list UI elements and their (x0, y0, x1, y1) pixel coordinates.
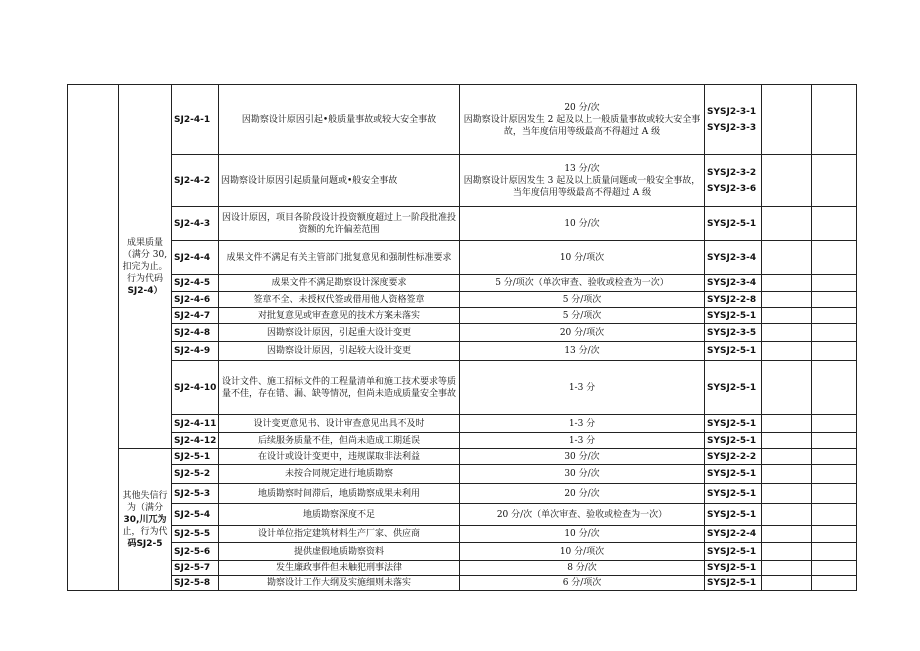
reference-code: SYSJ2-3-2 (707, 167, 757, 178)
blank-cell (812, 415, 857, 433)
reference-code-cell (705, 155, 762, 207)
behavior-description: 因设计原因，项目各阶段设计投资额度超过上一阶段批准投资额的允许偏差范围 (219, 207, 460, 241)
score-value: 10 分/项次 (460, 241, 705, 275)
blank-cell (762, 292, 812, 308)
score-value: 20 分/次 (564, 102, 600, 113)
behavior-code: SJ2-4-1 (172, 85, 219, 155)
behavior-description: 签章不全、未授权代签或借用他人资格签章 (219, 292, 460, 308)
table-row (68, 504, 857, 526)
table-row (68, 561, 857, 576)
category-line: 止，行为代 (122, 526, 168, 537)
table-row (68, 241, 857, 275)
behavior-description: 设计变更意见书、设计审查意见出具不及时 (219, 415, 460, 433)
blank-cell (762, 449, 812, 465)
category-line: （满分 30, (122, 249, 168, 260)
category-line: SJ2-4） (127, 285, 163, 296)
blank-cell (812, 275, 857, 292)
behavior-code: SJ2-5-3 (172, 484, 219, 504)
score-value: 1-3 分 (460, 361, 705, 415)
blank-cell (762, 324, 812, 342)
behavior-description: 设计文件、施工招标文件的工程量清单和施工技术要求等质量不佳，存在错、漏、缺等情况，但尚未造成质量安全事故 (219, 361, 460, 415)
reference-code: SYSJ2-3-1 (707, 106, 757, 117)
category-line: 码SJ2-5 (127, 538, 163, 549)
behavior-code: SJ2-4-3 (172, 207, 219, 241)
blank-cell (762, 576, 812, 591)
blank-cell (812, 292, 857, 308)
table-row (68, 576, 857, 591)
reference-code: SYSJ2-5-1 (705, 308, 762, 324)
table-row (68, 85, 857, 155)
reference-code: SYSJ2-3-4 (705, 275, 762, 292)
score-value: 1-3 分 (460, 433, 705, 449)
behavior-description: 地质勘察时间滞后，地质勘察成果未利用 (219, 484, 460, 504)
reference-code: SYSJ2-2-2 (705, 449, 762, 465)
blank-cell (812, 361, 857, 415)
category-line: 行为代码 (126, 273, 163, 284)
score-value: 1-3 分 (460, 415, 705, 433)
blank-cell (762, 484, 812, 504)
table-row (68, 433, 857, 449)
score-value: 30 分/次 (460, 465, 705, 484)
category-line: 其他失信行 (122, 490, 168, 501)
blank-cell (762, 543, 812, 561)
behavior-code: SJ2-4-5 (172, 275, 219, 292)
reference-code: SYSJ2-3-3 (707, 122, 757, 133)
table-row (68, 484, 857, 504)
behavior-description: 因勘察设计原因，引起较大设计变更 (219, 342, 460, 361)
reference-code: SYSJ2-5-1 (705, 415, 762, 433)
reference-code: SYSJ2-3-4 (705, 241, 762, 275)
blank-cell (812, 308, 857, 324)
blank-cell (762, 308, 812, 324)
blank-cell (762, 342, 812, 361)
score-value: 5 分/项次 (460, 292, 705, 308)
blank-cell (812, 155, 857, 207)
blank-cell (762, 241, 812, 275)
reference-code: SYSJ2-5-1 (705, 484, 762, 504)
blank-cell (812, 207, 857, 241)
score-value: 5 分/项次（单次审查、验收或检查为一次） (460, 275, 705, 292)
blank-cell (762, 207, 812, 241)
blank-cell (812, 433, 857, 449)
blank-cell (812, 543, 857, 561)
score-value: 5 分/项次 (460, 308, 705, 324)
blank-cell (762, 465, 812, 484)
blank-cell (812, 561, 857, 576)
behavior-description: 因勘察设计原因引起•般质量事故或较大安全事故 (219, 85, 460, 155)
behavior-code: SJ2-5-4 (172, 504, 219, 526)
score-value: 20 分/项次 (460, 324, 705, 342)
behavior-description: 因勘察设计原因引起质量问题或•般安全事故 (219, 155, 460, 207)
behavior-description: 成果文件不满足有关主管部门批复意见和强制性标准要求 (219, 241, 460, 275)
reference-code: SYSJ2-5-1 (705, 433, 762, 449)
reference-code: SYSJ2-3-6 (707, 183, 757, 194)
score-cell (460, 85, 705, 155)
table-row (68, 155, 857, 207)
blank-cell (762, 275, 812, 292)
score-value: 10 分/次 (460, 207, 705, 241)
blank-cell (812, 465, 857, 484)
score-value: 30 分/次 (460, 449, 705, 465)
blank-cell (762, 504, 812, 526)
behavior-code: SJ2-4-10 (172, 361, 219, 415)
category-quality-cell (119, 85, 172, 449)
behavior-description: 勘察设计工作大纲及实施细则未落实 (219, 576, 460, 591)
blank-cell (812, 85, 857, 155)
category-line: 为（满分 (126, 502, 163, 513)
category-line: 成果质量 (126, 237, 163, 248)
behavior-description: 后续服务质量不佳，但尚未造成工期延误 (219, 433, 460, 449)
blank-cell (762, 361, 812, 415)
table-row (68, 449, 857, 465)
evaluation-table (67, 84, 857, 591)
score-cell (460, 155, 705, 207)
behavior-code: SJ2-4-9 (172, 342, 219, 361)
reference-code-cell (705, 85, 762, 155)
table-row (68, 324, 857, 342)
behavior-description: 设计单位指定建筑材料生产厂家、供应商 (219, 526, 460, 543)
table-row (68, 543, 857, 561)
table-row (68, 526, 857, 543)
blank-cell (762, 526, 812, 543)
score-note: 因勘察设计原因发生 2 起及以上一般质量事故或较大安全事故，当年度信用等级最高不得超过 A 级 (463, 114, 701, 137)
category-line: 30,川兀为 (123, 514, 167, 525)
blank-cell (762, 415, 812, 433)
behavior-code: SJ2-5-6 (172, 543, 219, 561)
blank-first-column (68, 85, 119, 591)
blank-cell (812, 241, 857, 275)
blank-cell (812, 504, 857, 526)
behavior-code: SJ2-5-1 (172, 449, 219, 465)
reference-code: SYSJ2-5-1 (705, 361, 762, 415)
blank-cell (812, 484, 857, 504)
blank-cell (812, 526, 857, 543)
reference-code: SYSJ2-5-1 (705, 207, 762, 241)
behavior-description: 未按合同规定进行地质勘察 (219, 465, 460, 484)
category-line: 扣完为止。 (122, 261, 168, 272)
score-value: 13 分/次 (460, 342, 705, 361)
behavior-description: 地质勘察深度不足 (219, 504, 460, 526)
behavior-code: SJ2-4-12 (172, 433, 219, 449)
score-value: 8 分/次 (460, 561, 705, 576)
behavior-description: 因勘察设计原因，引起重大设计变更 (219, 324, 460, 342)
blank-cell (812, 342, 857, 361)
reference-code: SYSJ2-3-5 (705, 324, 762, 342)
reference-code: SYSJ2-2-8 (705, 292, 762, 308)
table-row (68, 275, 857, 292)
behavior-code: SJ2-5-5 (172, 526, 219, 543)
reference-code: SYSJ2-5-1 (705, 543, 762, 561)
reference-code: SYSJ2-5-1 (705, 465, 762, 484)
score-value: 20 分/次 (460, 484, 705, 504)
reference-code: SYSJ2-5-1 (705, 576, 762, 591)
blank-cell (812, 576, 857, 591)
table-row (68, 361, 857, 415)
behavior-code: SJ2-5-2 (172, 465, 219, 484)
reference-code: SYSJ2-2-4 (705, 526, 762, 543)
behavior-code: SJ2-4-2 (172, 155, 219, 207)
score-note: 因勘察设计原因发生 3 起及以上质量问题或一般安全事故，当年度信用等级最高不得超过 A 级 (463, 175, 701, 198)
blank-cell (762, 561, 812, 576)
table-row (68, 415, 857, 433)
table-row (68, 465, 857, 484)
behavior-code: SJ2-4-11 (172, 415, 219, 433)
behavior-description: 发生廉政事件但未触犯刑事法律 (219, 561, 460, 576)
blank-cell (812, 324, 857, 342)
score-value: 10 分/项次 (460, 543, 705, 561)
behavior-code: SJ2-4-4 (172, 241, 219, 275)
behavior-description: 提供虚假地质勘察资料 (219, 543, 460, 561)
score-value: 10 分/次 (460, 526, 705, 543)
table-row (68, 342, 857, 361)
blank-cell (762, 155, 812, 207)
behavior-code: SJ2-5-8 (172, 576, 219, 591)
score-value: 6 分/项次 (460, 576, 705, 591)
behavior-code: SJ2-4-6 (172, 292, 219, 308)
reference-code: SYSJ2-5-1 (705, 504, 762, 526)
behavior-description: 在设计或设计变更中，违规谋取非法利益 (219, 449, 460, 465)
blank-cell (762, 85, 812, 155)
category-other-cell (119, 449, 172, 591)
reference-code: SYSJ2-5-1 (705, 342, 762, 361)
behavior-code: SJ2-5-7 (172, 561, 219, 576)
table-row (68, 308, 857, 324)
reference-code: SYSJ2-5-1 (705, 561, 762, 576)
table-row (68, 292, 857, 308)
score-value: 20 分/次（单次审查、验收或检查为一次） (460, 504, 705, 526)
table-row (68, 207, 857, 241)
behavior-code: SJ2-4-7 (172, 308, 219, 324)
behavior-code: SJ2-4-8 (172, 324, 219, 342)
blank-cell (812, 449, 857, 465)
behavior-description: 对批复意见或审查意见的技术方案未落实 (219, 308, 460, 324)
behavior-description: 成果文件不满足勘察设计深度要求 (219, 275, 460, 292)
score-value: 13 分/次 (564, 163, 600, 174)
blank-cell (762, 433, 812, 449)
